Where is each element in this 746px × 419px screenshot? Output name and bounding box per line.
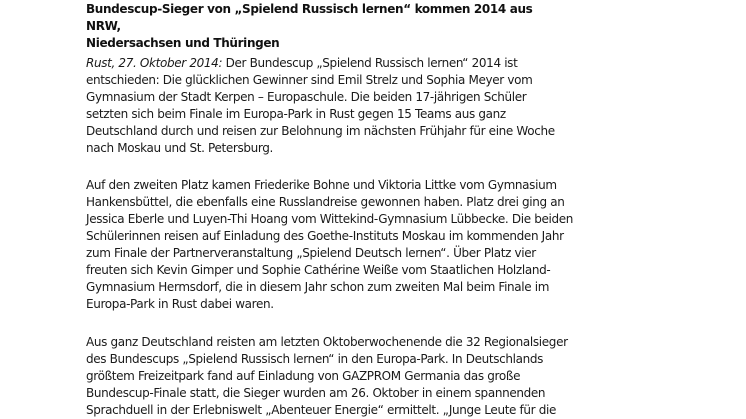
paragraph-1-line-1-text: Der Bundescup „Spielend Russisch lernen“ 2014 ist xyxy=(222,56,518,70)
paragraph-2-line-5: zum Finale der Partnerveranstaltung „Spielend Deutsch lernen“. Über Platz vier xyxy=(86,246,536,260)
paragraph-1-line-4: setzten sich beim Finale im Europa-Park in Rust gegen 15 Teams aus ganz xyxy=(86,107,506,121)
paragraph-2-line-8: Europa-Park in Rust dabei waren. xyxy=(86,297,274,311)
paragraph-1-line-6: nach Moskau und St. Petersburg. xyxy=(86,141,274,155)
dateline: Rust, 27. Oktober 2014: xyxy=(86,56,223,70)
paragraph-2-line-3: Jessica Eberle und Luyen-Thi Hoang vom Wittekind-Gymnasium Lübbecke. Die beiden xyxy=(86,212,574,226)
paragraph-1-line-2: entschieden: Die glücklichen Gewinner sind Emil Strelz und Sophia Meyer vom xyxy=(86,73,533,87)
article-headline xyxy=(86,1,566,52)
document-page xyxy=(86,0,574,417)
paragraph-3-line-2: des Bundescups „Spielend Russisch lernen“ in den Europa-Park. In Deutschlands xyxy=(86,352,544,366)
paragraph-2 xyxy=(86,177,573,313)
paragraph-2-line-2: Hankensbüttel, die ebenfalls eine Russlandreise gewonnen haben. Platz drei ging an xyxy=(86,195,565,209)
paragraph-3-line-3: größtem Freizeitpark fand auf Einladung von GAZPROM Germania das große xyxy=(86,369,521,383)
headline-line-2: Niedersachsen und Thüringen xyxy=(86,36,280,50)
paragraph-3 xyxy=(86,334,568,419)
paragraph-2-line-7: Gymnasium Hermsdorf, die in diesem Jahr schon zum zweiten Mal beim Finale im xyxy=(86,280,550,294)
paragraph-2-line-4: Schülerinnen reisen auf Einladung des Goethe-Instituts Moskau im kommenden Jahr xyxy=(86,229,564,243)
paragraph-3-line-1: Aus ganz Deutschland reisten am letzten Oktoberwochenende die 32 Regionalsieger xyxy=(86,335,568,349)
paragraph-1-line-1 xyxy=(86,55,555,72)
paragraph-2-line-1: Auf den zweiten Platz kamen Friederike Bohne und Viktoria Littke vom Gymnasium xyxy=(86,178,557,192)
paragraph-1-line-3: Gymnasium der Stadt Kerpen – Europaschule. Die beiden 17-jährigen Schüler xyxy=(86,90,527,104)
headline-line-1: Bundescup-Sieger von „Spielend Russisch lernen“ kommen 2014 aus NRW, xyxy=(86,2,533,33)
paragraph-1 xyxy=(86,55,555,157)
paragraph-3-line-4: Bundescup-Finale statt, die Sieger wurden am 26. Oktober in einem spannenden xyxy=(86,386,546,400)
paragraph-2-line-6: freuten sich Kevin Gimper und Sophie Cathérine Weiße vom Staatlichen Holzland- xyxy=(86,263,551,277)
paragraph-1-line-5: Deutschland durch und reisen zur Belohnung im nächsten Frühjahr für eine Woche xyxy=(86,124,555,138)
paragraph-3-line-5: Sprachduell in der Erlebniswelt „Abenteuer Energie“ ermittelt. „Junge Leute für die xyxy=(86,403,557,417)
